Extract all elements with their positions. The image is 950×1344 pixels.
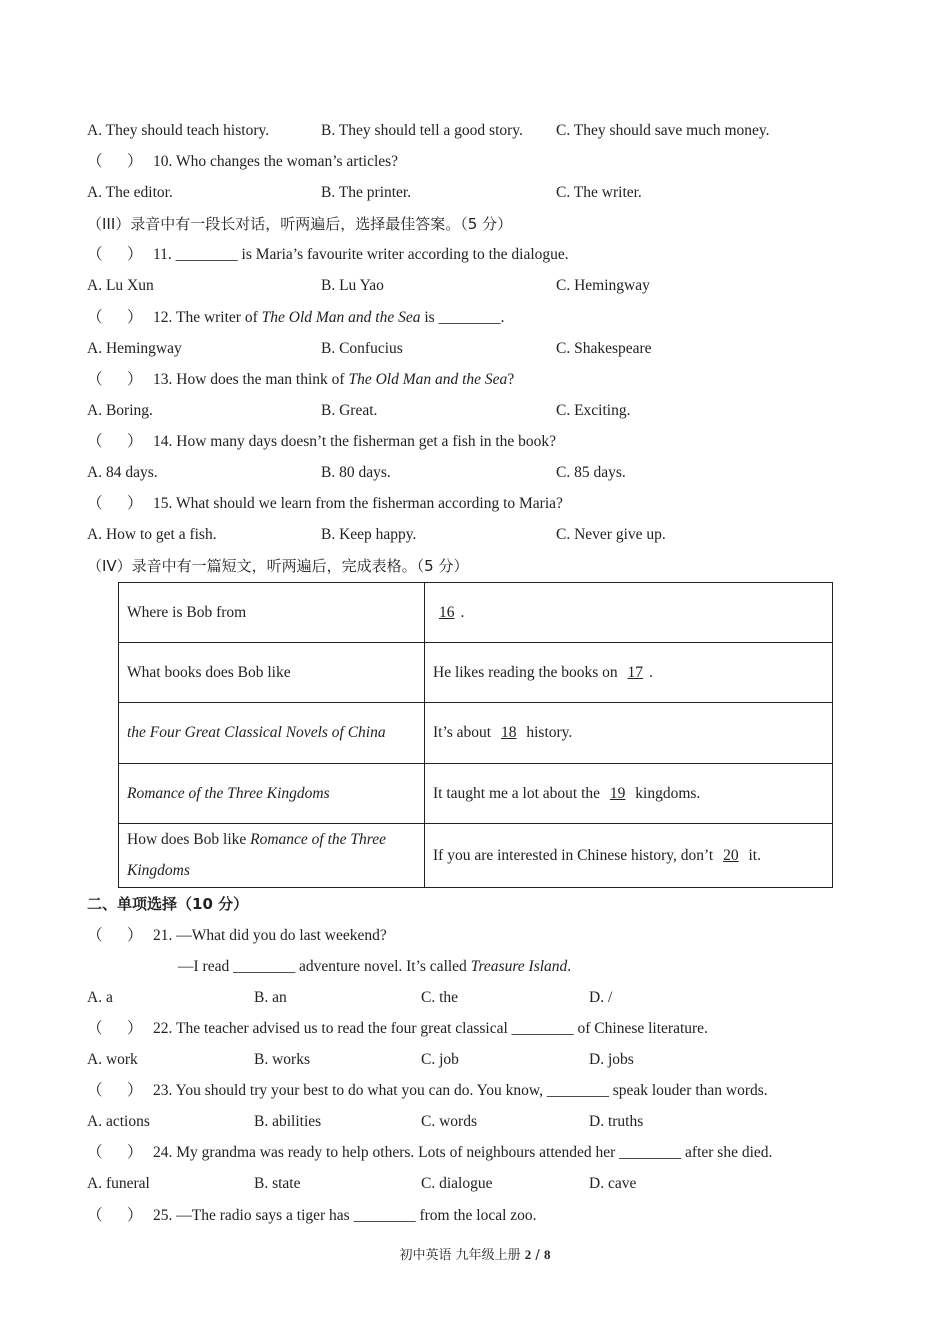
q13-stem: 13. How does the man think of The Old Man and the Sea?: [153, 371, 515, 388]
q10-option-c: C. The writer.: [556, 184, 642, 201]
q21-stem: 21. —What did you do last weekend?: [153, 927, 387, 944]
blank-16[interactable]: 16: [439, 604, 455, 622]
q13-stem-line: [87, 369, 514, 391]
q13-option-c: C. Exciting.: [556, 402, 631, 419]
table-cell-answer: 16 .: [425, 583, 833, 643]
table-row: [119, 823, 833, 887]
blank-20[interactable]: 20: [723, 846, 739, 864]
page-number: 2: [524, 1247, 532, 1262]
q12-option-b: B. Confucius: [321, 340, 403, 357]
footer-text: 初中英语 九年级上册: [399, 1248, 525, 1263]
table-row: [119, 643, 833, 703]
q12-option-c: C. Shakespeare: [556, 340, 652, 357]
section2-title: 二、单项选择（10 分）: [87, 895, 249, 913]
q11-option-b: B. Lu Yao: [321, 277, 384, 294]
q21-option-a: A. a: [87, 989, 113, 1006]
q12-option-a: A. Hemingway: [87, 340, 182, 357]
table-cell-question: Romance of the Three Kingdoms: [119, 763, 425, 823]
q9-option-a: A. They should teach history.: [87, 122, 270, 139]
q21-option-c: C. the: [421, 989, 459, 1006]
answer-bracket[interactable]: （ ）: [87, 153, 143, 170]
q22-option-a: A. work: [87, 1051, 138, 1068]
q24-option-b: B. state: [254, 1175, 301, 1192]
q15-option-c: C. Never give up.: [556, 526, 666, 543]
q15-stem-line: [87, 493, 563, 515]
blank-18[interactable]: 18: [501, 724, 517, 742]
answer-bracket[interactable]: （ ）: [87, 309, 143, 326]
q22-option-d: D. jobs: [589, 1051, 634, 1068]
q10-option-a: A. The editor.: [87, 184, 173, 201]
answer-bracket[interactable]: （ ）: [87, 495, 143, 512]
q23-stem-line: [87, 1080, 768, 1102]
q25-stem-line: [87, 1205, 537, 1227]
table-cell-answer: He likes reading the books on 17 .: [425, 643, 833, 703]
blank-17[interactable]: 17: [627, 664, 644, 682]
answer-bracket[interactable]: （ ）: [87, 371, 143, 388]
q24-stem-line: [87, 1142, 772, 1164]
q24-option-d: D. cave: [589, 1175, 637, 1192]
answer-bracket[interactable]: （ ）: [87, 927, 143, 944]
q11-stem-line: [87, 244, 569, 266]
table-row: [119, 763, 833, 823]
q22-option-c: C. job: [421, 1051, 459, 1068]
page-footer: 初中英语 九年级上册 2 / 8: [399, 1247, 551, 1263]
answer-bracket[interactable]: （ ）: [87, 433, 143, 450]
q23-option-c: C. words: [421, 1113, 477, 1130]
q14-stem-line: [87, 431, 556, 453]
q21-option-b: B. an: [254, 989, 287, 1006]
q23-stem: 23. You should try your best to do what you can do. You know, ________ speak louder than words.: [153, 1082, 768, 1099]
table-cell-question: the Four Great Classical Novels of China: [119, 703, 425, 763]
listening-table: [118, 582, 833, 888]
table-cell-question: What books does Bob like: [119, 643, 425, 703]
q9-option-b: B. They should tell a good story.: [321, 122, 523, 139]
table-cell-answer: It’s about 18 history.: [425, 703, 833, 763]
table-cell-question: How does Bob like Romance of the Three Kingdoms: [119, 823, 425, 887]
q21-option-d: D. /: [589, 989, 613, 1006]
table-cell-answer: If you are interested in Chinese history, don’t 20 it.: [425, 823, 833, 887]
answer-bracket[interactable]: （ ）: [87, 1020, 143, 1037]
table-row: [119, 583, 833, 643]
answer-bracket[interactable]: （ ）: [87, 1082, 143, 1099]
q12-stem: 12. The writer of The Old Man and the Sea is ________.: [153, 309, 505, 326]
q24-stem: 24. My grandma was ready to help others. Lots of neighbours attended her ________ after she died.: [153, 1144, 773, 1161]
blank-19[interactable]: 19: [609, 784, 626, 802]
q9-option-c: C. They should save much money.: [556, 122, 770, 139]
q22-stem: 22. The teacher advised us to read the four great classical ________ of Chinese literature.: [153, 1020, 708, 1037]
q14-stem: 14. How many days doesn’t the fisherman get a fish in the book?: [153, 433, 557, 450]
q15-option-b: B. Keep happy.: [321, 526, 417, 543]
q25-stem: 25. —The radio says a tiger has ________ from the local zoo.: [153, 1207, 537, 1224]
table-cell-answer: It taught me a lot about the 19 kingdoms.: [425, 763, 833, 823]
q13-option-a: A. Boring.: [87, 402, 153, 419]
q11-stem: 11. ________ is Maria’s favourite writer according to the dialogue.: [153, 246, 569, 263]
q13-option-b: B. Great.: [321, 402, 378, 419]
page-total: 8: [543, 1247, 551, 1262]
q21-stem-line-2: —I read ________ adventure novel. It’s called Treasure Island.: [178, 958, 572, 975]
q15-option-a: A. How to get a fish.: [87, 526, 217, 543]
q11-option-a: A. Lu Xun: [87, 277, 154, 294]
q10-stem-line: [87, 151, 398, 173]
part3-title: （III）录音中有一段长对话，听两遍后，选择最佳答案。（5 分）: [87, 215, 513, 233]
answer-bracket[interactable]: （ ）: [87, 1207, 143, 1224]
q23-option-b: B. abilities: [254, 1113, 322, 1130]
part4-title: （IV）录音中有一篇短文，听两遍后，完成表格。（5 分）: [87, 557, 469, 575]
q10-option-b: B. The printer.: [321, 184, 412, 201]
q24-option-c: C. dialogue: [421, 1175, 493, 1192]
q24-option-a: A. funeral: [87, 1175, 150, 1192]
q23-option-d: D. truths: [589, 1113, 644, 1130]
q11-option-c: C. Hemingway: [556, 277, 650, 294]
q12-stem-line: [87, 307, 504, 329]
table-row: [119, 703, 833, 763]
q22-stem-line: [87, 1018, 708, 1040]
answer-bracket[interactable]: （ ）: [87, 246, 143, 263]
q23-option-a: A. actions: [87, 1113, 150, 1130]
q10-stem: 10. Who changes the woman’s articles?: [153, 153, 399, 170]
q21-stem-line: [87, 925, 387, 947]
q14-option-a: A. 84 days.: [87, 464, 158, 481]
q22-option-b: B. works: [254, 1051, 310, 1068]
q14-option-c: C. 85 days.: [556, 464, 626, 481]
q14-option-b: B. 80 days.: [321, 464, 391, 481]
table-cell-question: Where is Bob from: [119, 583, 425, 643]
answer-bracket[interactable]: （ ）: [87, 1144, 143, 1161]
q15-stem: 15. What should we learn from the fisherman according to Maria?: [153, 495, 563, 512]
